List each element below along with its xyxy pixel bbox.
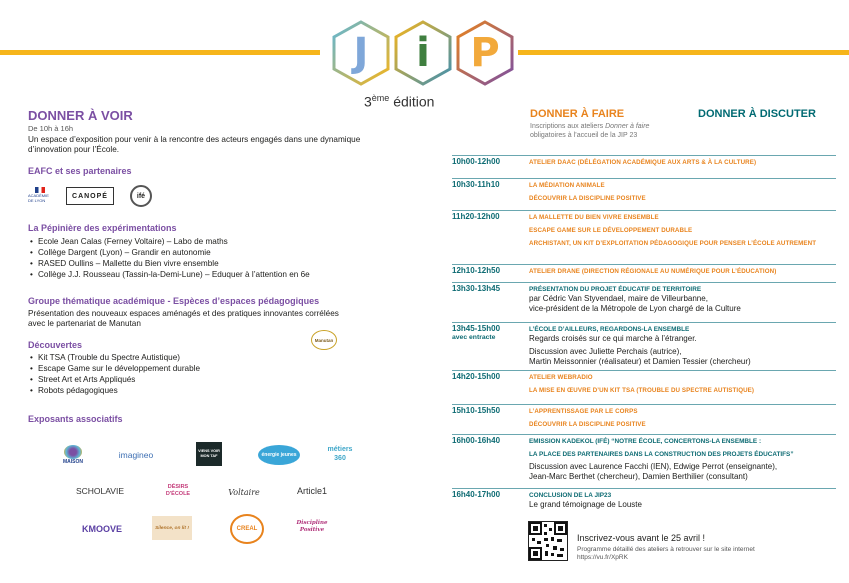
- schedule-time: 12h10-12h50: [452, 266, 501, 275]
- list-item: • Escape Game sur le développement durable: [28, 363, 200, 374]
- article1-logo: Article1: [296, 486, 327, 496]
- canope-logo: CANOPÉ: [66, 187, 114, 205]
- schedule-time: 13h30-13h45: [452, 284, 501, 293]
- logo-letter-p: P: [470, 30, 500, 76]
- schedule-event: [529, 325, 834, 367]
- groupe-title: Groupe thématique académique - Espèces d’espaces pédagogiques: [28, 296, 320, 306]
- logo-hexagon-p: [456, 20, 514, 86]
- donner-a-discuter-title: DONNER À DISCUTER: [698, 108, 816, 120]
- imagineo-logo: imagineo: [118, 450, 154, 460]
- schedule-divider: [452, 155, 836, 156]
- maison-logo: MAISON: [56, 440, 90, 470]
- schedule-time: 15h10-15h50: [452, 406, 501, 415]
- schedule-event: [529, 373, 834, 395]
- donner-a-faire-title: DONNER À FAIRE: [530, 108, 625, 120]
- pepiniere-title: La Pépinière des expérimentations: [28, 223, 177, 233]
- schedule-divider: [452, 322, 836, 323]
- schedule-line: ESCAPE GAME SUR LE DÉVELOPPEMENT DURABLE: [529, 227, 693, 234]
- schedule-divider: [452, 370, 836, 371]
- list-item: • RASED Oullins – Mallette du Bien vivre ensemble: [28, 258, 310, 269]
- schedule-line: ARCHISTANT, UN KIT D’EXPLOITATION PÉDAGOGIQUE POUR PENSER L’ÉCOLE AUTREMENT: [529, 240, 817, 247]
- list-item: • Street Art et Arts Appliqués: [28, 374, 200, 385]
- schedule-line: Le grand témoignage de Louste: [529, 500, 642, 509]
- schedule-line: ATELIER DRANE (DIRECTION RÉGIONALE AU NUMÉRIQUE POUR L’ÉDUCATION): [529, 268, 777, 275]
- schedule-time: 14h20-15h00: [452, 372, 501, 381]
- schedule-event: [529, 158, 834, 167]
- logo-hexagon-j: [332, 20, 390, 86]
- schedule-divider: [452, 210, 836, 211]
- schedule-line: Discussion avec Juliette Perchais (autrice),: [529, 347, 682, 356]
- schedule-line: LA MÉDIATION ANIMALE: [529, 182, 605, 189]
- schedule-line: L’APPRENTISSAGE PAR LE CORPS: [529, 408, 638, 415]
- qr-code[interactable]: [528, 521, 568, 561]
- donner-a-faire-subtitle: Inscriptions aux ateliers Donner à faire obligatoires à l’accueil de la JIP 23: [530, 123, 650, 139]
- list-item: • Ecole Jean Calas (Ferney Voltaire) – Labo de maths: [28, 236, 310, 247]
- schedule-line: vice-président de la Métropole de Lyon chargé de la Culture: [529, 304, 741, 313]
- schedule-event: [529, 437, 834, 482]
- schedule-divider: [452, 178, 836, 179]
- manutan-logo: Manutan: [311, 330, 337, 350]
- schedule-event: [529, 213, 834, 248]
- logo-letter-j: J: [353, 30, 369, 76]
- header-band-left: [0, 50, 320, 55]
- silence-on-lit-logo: Silence, on lit !: [152, 516, 192, 540]
- decouvertes-list: [28, 352, 200, 396]
- schedule-event: [529, 407, 834, 429]
- metiers-360-logo: métiers 360: [327, 446, 353, 462]
- donner-a-voir-title: DONNER À VOIR: [28, 108, 133, 123]
- voltaire-logo: Voltaire: [228, 487, 260, 497]
- schedule-line: LA MALLETTE DU BIEN VIVRE ENSEMBLE: [529, 214, 659, 221]
- schedule-line: Regards croisés sur ce qui marche à l’étranger.: [529, 334, 697, 343]
- signup-url[interactable]: https://vu.fr/XpRK: [577, 554, 628, 561]
- pepiniere-list: [28, 236, 310, 280]
- schedule-time-note: avec entracte: [452, 334, 496, 341]
- creal-logo: CREAL: [230, 514, 264, 544]
- schedule-line: EMISSION KADEKOL (IFÉ) “NOTRE ÉCOLE, CONCERTONS-LA ENSEMBLE :: [529, 438, 762, 445]
- schedule-line: DÉCOUVRIR LA DISCIPLINE POSITIVE: [529, 195, 646, 202]
- kmoove-logo: KMOOVE: [81, 524, 122, 534]
- header-band-right: [518, 50, 849, 55]
- schedule-divider: [452, 434, 836, 435]
- schedule-event: [529, 267, 834, 276]
- schedule-time: 13h45-15h00: [452, 324, 501, 333]
- list-item: • Kit TSA (Trouble du Spectre Autistique): [28, 352, 200, 363]
- donner-a-voir-hours: De 10h à 16h: [28, 124, 74, 133]
- exposants-title: Exposants associatifs: [28, 414, 123, 424]
- groupe-text: Présentation des nouveaux espaces aménagés et des pratiques innovantes corrélées avec le partenariat de Manutan: [28, 309, 339, 328]
- energie-jeunes-logo: énergie jeunes: [258, 445, 300, 465]
- list-item: • Robots pédagogiques: [28, 385, 200, 396]
- schedule-line: ATELIER DAAC (DÉLÉGATION ACADÉMIQUE AUX ARTS & À LA CULTURE): [529, 159, 757, 166]
- list-item: • Collège Dargent (Lyon) – Grandir en autonomie: [28, 247, 310, 258]
- schedule-event: [529, 285, 834, 314]
- schedule-line: Martin Meissonnier (réalisateur) et Damien Tessier (chercheur): [529, 357, 751, 366]
- ife-logo: ifé: [130, 185, 152, 207]
- schedule-line: LA PLACE DES PARTENAIRES DANS LA CONSTRUCTION DES PROJETS ÉDUCATIFS”: [529, 451, 794, 458]
- schedule-divider: [452, 282, 836, 283]
- schedule-line: CONCLUSION DE LA JIP23: [529, 492, 612, 499]
- schedule-time: 16h00-16h40: [452, 436, 501, 445]
- edition-label: 3ème édition: [364, 93, 435, 110]
- list-item: • Collège J.J. Rousseau (Tassin-la-Demi-Lune) – Eduquer à l’attention en 6e: [28, 269, 310, 280]
- schedule-event: [529, 181, 834, 203]
- schedule-divider: [452, 264, 836, 265]
- schedule-line: DÉCOUVRIR LA DISCIPLINE POSITIVE: [529, 421, 646, 428]
- signup-title: Inscrivez-vous avant le 25 avril !: [577, 533, 706, 543]
- schedule-time: 10h30-11h10: [452, 180, 500, 189]
- desirs-decole-logo: DÉSIRS D'ÉCOLE: [165, 484, 191, 497]
- donner-a-voir-intro: Un espace d’exposition pour venir à la rencontre des acteurs engagés dans une dynamique d’innovation pour l’École.: [28, 135, 361, 154]
- schedule-event: [529, 491, 834, 510]
- schedule-line: ATELIER WEBRADIO: [529, 374, 593, 381]
- schedule-line: LA MISE EN ŒUVRE D’UN KIT TSA (TROUBLE DU SPECTRE AUTISTIQUE): [529, 387, 755, 394]
- schedule-line: Discussion avec Laurence Facchi (IEN), Edwige Perrot (enseignante),: [529, 462, 778, 471]
- schedule-line: Jean-Marc Berthet (chercheur), Damien Berthilier (consultant): [529, 472, 748, 481]
- decouvertes-title: Découvertes: [28, 340, 83, 350]
- scholavie-logo: SCHOLAVIE: [75, 486, 125, 496]
- partners-title: EAFC et ses partenaires: [28, 166, 132, 176]
- logo-letter-i: i: [416, 30, 430, 76]
- schedule-line: PRÉSENTATION DU PROJET ÉDUCATIF DE TERRITOIRE: [529, 286, 702, 293]
- schedule-divider: [452, 488, 836, 489]
- schedule-time: 16h40-17h00: [452, 490, 501, 499]
- viens-voir-mon-taf-logo: VIENS VOIR MON TAF: [196, 442, 222, 466]
- academie-lyon-logo: ACADÉMIE DE LYON: [28, 184, 52, 206]
- schedule-time: 11h20-12h00: [452, 212, 500, 221]
- schedule-divider: [452, 404, 836, 405]
- schedule-line: L’ÉCOLE D’AILLEURS, REGARDONS-LA ENSEMBLE: [529, 326, 690, 333]
- signup-info: Programme détaillé des ateliers à retrouver sur le site internet: [577, 546, 755, 553]
- schedule-time: 10h00-12h00: [452, 157, 501, 166]
- logo-hexagon-i: [394, 20, 452, 86]
- schedule-line: par Cédric Van Styvendael, maire de Villeurbanne,: [529, 294, 708, 303]
- discipline-positive-logo: Discipline Positive: [296, 520, 328, 533]
